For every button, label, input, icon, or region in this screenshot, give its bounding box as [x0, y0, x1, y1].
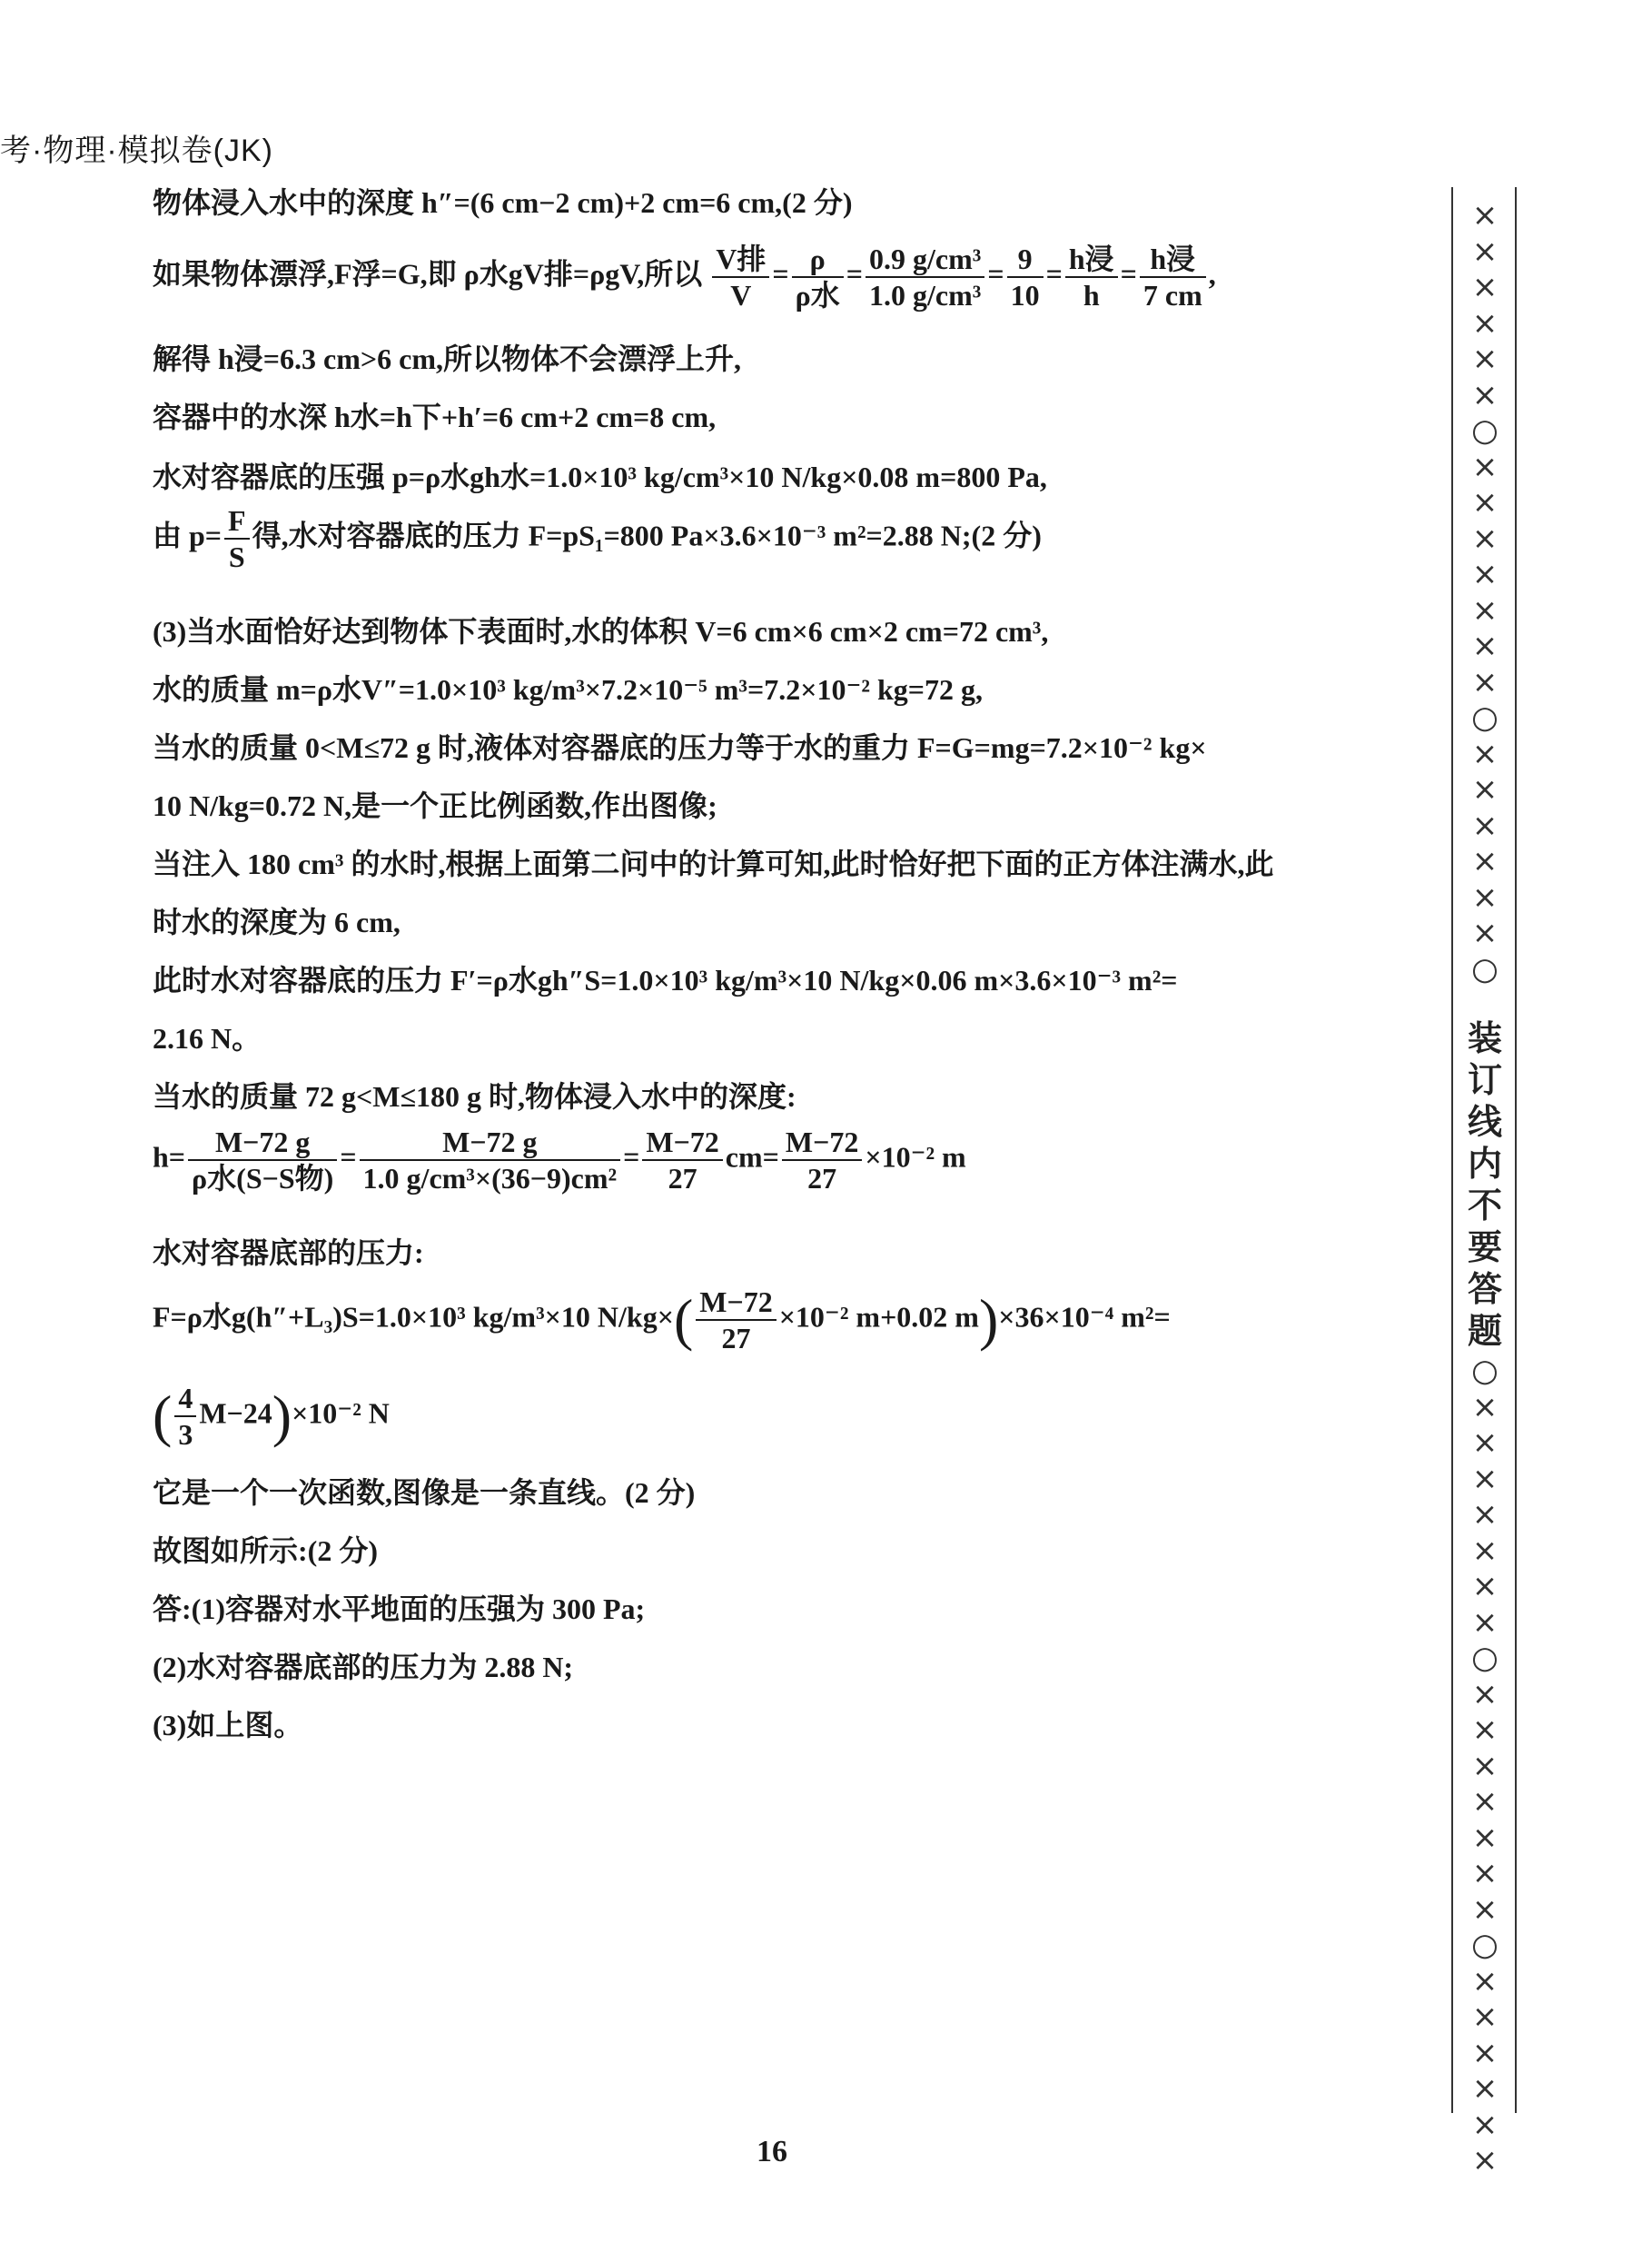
line-1: 物体浸入水中的深度 h″=(6 cm−2 cm)+2 cm=6 cm,(2 分): [153, 186, 853, 219]
line-6: 由 p= $\frac{F}{S}$ 得,水对容器底的压力 F=pS₁=800 Pa×3.6×10⁻³ m²=2.88 N;(2 分): [153, 504, 1042, 573]
line-21: 故图如所示:(2 分): [153, 1534, 378, 1567]
line-17: 水对容器底部的压力:: [153, 1236, 424, 1269]
fraction: $\frac{M-72 g}{\text{ρ水(S−S物)}}$: [188, 1125, 337, 1195]
page-header: 考·物理·模拟卷(JK): [0, 134, 273, 168]
line-23: (2)水对容器底部的压力为 2.88 N;: [153, 1651, 574, 1683]
fraction: $\frac{4}{3}$: [174, 1381, 196, 1452]
fraction: $\frac{M-72}{27}$: [696, 1285, 776, 1355]
line-3: 解得 h浸=6.3 cm>6 cm,所以物体不会漂浮上升,: [153, 342, 741, 375]
page-number: 16: [757, 2135, 787, 2168]
line-24: (3)如上图。: [153, 1709, 303, 1741]
line-12: 时水的深度为 6 cm,: [153, 906, 401, 938]
line-16: h= $\frac{M-72 g}{\text{ρ水(S−S物)}}$ = $\frac{M-72 g}{\text{1.0 g/cm³×(36−9)cm²}}$ = $\frac{M-72}{27}$ cm= $\frac{M-72}{27}$ ×10⁻² m: [153, 1126, 966, 1195]
line-18: F=ρ水g(h″+L₃)S=1.0×10³ kg/m³×10 N/kg×( $\frac{M-72}{27}$ ×10⁻² m+0.02 m)×36×10⁻⁴ m²=: [153, 1285, 1171, 1354]
line-15: 当水的质量 72 g<M≤180 g 时,物体浸入水中的深度:: [153, 1080, 796, 1113]
line-11: 当注入 180 cm³ 的水时,根据上面第二问中的计算可知,此时恰好把下面的正方体注满水,此: [153, 848, 1274, 880]
binding-marks-top: × × × × × × ○ × × × × × × × ○ × × × × × × ○: [1471, 197, 1499, 987]
fraction: $\frac{M-72}{27}$: [782, 1125, 862, 1195]
fraction: $\frac{\text{V排}}{V}$: [712, 242, 769, 313]
line-10: 10 N/kg=0.72 N,是一个正比例函数,作出图像;: [153, 789, 717, 822]
fraction: $\frac{\text{h浸}}{7 cm}$: [1140, 242, 1206, 313]
line-13: 此时水对容器底的压力 F′=ρ水gh″S=1.0×10³ kg/m³×10 N/kg×0.06 m×3.6×10⁻³ m²=: [153, 964, 1178, 997]
line-22: 答:(1)容器对水平地面的压强为 300 Pa;: [153, 1592, 646, 1625]
fraction: $\frac{\text{0.9 g/cm³}}{\text{1.0 g/cm³}}$: [866, 242, 984, 313]
line-20: 它是一个一次函数,图像是一条直线。(2 分): [153, 1476, 696, 1509]
fraction: $\frac{9}{10}$: [1007, 242, 1044, 313]
fraction: $\frac{F}{S}$: [224, 503, 250, 574]
line-14: 2.16 N。: [153, 1022, 262, 1055]
line-8: 水的质量 m=ρ水V″=1.0×10³ kg/m³×7.2×10⁻⁵ m³=7.2×10⁻² kg=72 g,: [153, 673, 983, 706]
line-19: ( $\frac{4}{3}$ M−24)×10⁻² N: [153, 1382, 390, 1451]
fraction: $\frac{\rho}{\text{ρ水}}$: [792, 242, 844, 313]
binding-marks-bottom: ○ × × × × × × × ○ × × × × × × × ○ × × × × × ×: [1471, 1353, 1499, 2178]
line-7: (3)当水面恰好达到物体下表面时,水的体积 V=6 cm×6 cm×2 cm=72 cm³,: [153, 615, 1049, 648]
line-9: 当水的质量 0<M≤72 g 时,液体对容器底的压力等于水的重力 F=G=mg=7.2×10⁻² kg×: [153, 731, 1207, 764]
line-2: 如果物体漂浮,F浮=G,即 ρ水gV排=ρgV,所以 $\frac{\text{V排}}{V}$ = $\frac{\rho}{\text{ρ水}}$ = $\frac{\text{0.9 g/cm³}}{\text{1.0 g/cm³}}$ = $\frac{9}{10}$ = $\frac{\text{h浸}}{h}$ = $\frac{\text{h浸}}{7 cm}$ ,: [153, 243, 1216, 312]
fraction: $\frac{M-72}{27}$: [642, 1125, 722, 1195]
fraction: $\frac{M-72 g}{\text{1.0 g/cm³×(36−9)cm²}}$: [360, 1125, 621, 1195]
line-4: 容器中的水深 h水=h下+h′=6 cm+2 cm=8 cm,: [153, 401, 717, 433]
line-5: 水对容器底的压强 p=ρ水gh水=1.0×10³ kg/cm³×10 N/kg×0.08 m=800 Pa,: [153, 461, 1047, 493]
binding-line-left: [1451, 187, 1453, 2113]
binding-text: 装 订 线 内 不 要 答 题: [1467, 1018, 1502, 1351]
fraction: $\frac{\text{h浸}}{h}$: [1065, 242, 1118, 313]
binding-line-right: [1515, 187, 1517, 2113]
